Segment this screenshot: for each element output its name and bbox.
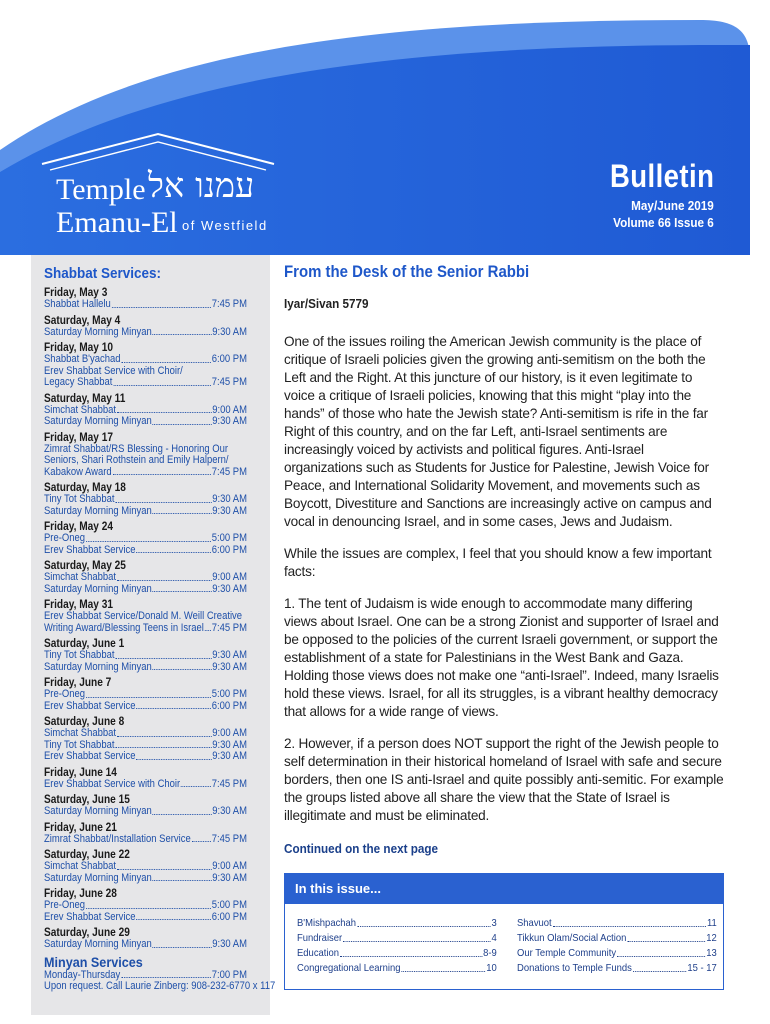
logo-emanu-text: Emanu-El [56,206,178,239]
service-name: Simchat Shabbat [44,860,117,872]
dot-leader [117,728,211,737]
service-name: Monday-Thursday [44,968,121,981]
in-this-issue-box [284,873,724,990]
toc-entry-name: Congregational Learning [297,962,401,974]
logo-westfield-text: of Westfield [182,218,268,233]
dot-leader [136,912,211,921]
service-day-heading: Saturday, May 25 [44,560,126,572]
service-name: Zimrat Shabbat/RS Blessing - Honoring Our [44,442,229,455]
service-time: 9:30 AM [212,493,247,505]
article-subtitle: Iyar/Sivan 5779 [284,296,369,311]
dot-leader [153,873,212,882]
service-time: 9:30 AM [212,649,247,661]
toc-entry-name: Education [297,947,340,959]
service-name: Writing Award/Blessing Teens in Israel [44,621,204,634]
bulletin-title: Bulletin [609,158,714,194]
article-title: From the Desk of the Senior Rabbi [284,262,530,281]
dot-leader [113,377,211,386]
dot-leader [153,506,212,515]
temple-logo [40,128,290,238]
article-paragraph: While the issues are complex, I feel that you should know a few important facts: [284,546,712,579]
dot-leader [117,572,211,581]
toc-page-number: 3 [491,917,497,929]
dot-leader [121,354,211,363]
dot-leader [115,650,211,659]
dot-leader [153,662,212,671]
dot-leader [553,916,707,927]
toc-entry[interactable] [517,946,717,961]
service-entry [44,299,247,311]
toc-entry-name: Our Temple Community [517,947,617,959]
service-name: Erev Shabbat Service with Choir [44,777,181,790]
dot-leader [115,494,211,503]
toc-heading: In this issue... [285,874,723,904]
service-name: Simchat Shabbat [44,571,117,583]
service-name: Saturday Morning Minyan [44,660,152,673]
article-paragraph: 1. The tent of Judaism is wide enough to accommodate many differing views about Israel. One can be a strong Zionist and supporter of Israel and be opposed to the policies of the current Israeli government, or support the establishment of a state for Palestinians in the West Bank and Gaza. Holding those views does not make one “anti-Israel”. Indeed, many Israelis hold these views. Israel, for all its struggles, is a vibrant healthy democracy that allows for a wide range of views. [284,596,719,719]
service-time: 7:45 PM [211,621,247,634]
toc-page-number: 8-9 [483,947,497,959]
service-name: Saturday Morning Minyan [44,805,152,817]
service-name: Erev Shabbat Service/Donald M. Weill Creative [44,610,243,622]
service-entry [44,912,247,924]
toc-right-column [517,916,717,976]
logo-temple-text: Temple [56,173,146,206]
dot-leader [153,806,212,815]
service-name: Saturday Morning Minyan [44,871,152,884]
dot-leader [340,946,482,957]
service-day-heading: Friday, May 10 [44,342,113,354]
dot-leader [633,961,687,972]
service-name: Tiny Tot Shabbat [44,649,115,661]
service-name: Shabbat Hallelu [44,298,111,310]
rabbi-article [284,262,724,856]
toc-page-number: 13 [706,947,717,959]
issue-date: May/June 2019 [631,198,714,213]
dot-leader [153,939,212,948]
service-entry [44,416,247,428]
minyan-note: Upon request. Call Laurie Zinberg: 908-232-6770 x 117 [44,980,276,992]
service-name: Simchat Shabbat [44,403,117,416]
toc-page-number: 10 [486,962,497,974]
dot-leader [401,961,485,972]
toc-entry-name: Tikkun Olam/Social Action [517,932,627,944]
dot-leader [86,689,211,698]
service-name: Pre-Oneg [44,532,86,544]
service-time: 9:30 AM [212,415,247,427]
dot-leader [617,946,705,957]
service-entry [44,584,247,596]
service-time: 6:00 PM [211,543,247,556]
toc-entry[interactable] [297,961,497,976]
service-entry [44,806,247,818]
service-entry [44,506,247,518]
dot-leader [86,533,211,542]
service-name: Zimrat Shabbat/Installation Service [44,832,191,845]
service-name: Tiny Tot Shabbat [44,493,115,505]
service-name: Saturday Morning Minyan [44,415,152,427]
service-time: 9:00 AM [212,727,247,739]
service-entry [44,939,247,951]
header-banner [0,0,770,265]
toc-entry-name: Fundraiser [297,932,343,944]
service-time: 5:00 PM [211,532,247,544]
dot-leader [136,701,211,710]
dot-leader [205,623,211,632]
service-name: Erev Shabbat Service with Choir/ [44,364,183,377]
service-day-heading: Friday, May 3 [44,287,108,299]
toc-entry[interactable] [297,931,497,946]
dot-leader [136,545,211,554]
service-time: 9:00 AM [212,403,247,416]
service-day-heading: Saturday, May 18 [44,482,126,494]
issue-volume: Volume 66 Issue 6 [613,215,714,230]
service-time: 6:00 PM [211,353,247,365]
service-time: 7:45 PM [211,832,247,845]
service-entry [44,327,247,339]
dot-leader [136,751,211,760]
service-entry [44,545,247,557]
dot-leader [181,779,211,788]
sidebar-heading: Shabbat Services: [44,265,162,282]
services-list [44,287,266,951]
service-day-heading: Friday, June 14 [44,766,117,779]
toc-entry[interactable] [297,946,497,961]
service-name: Pre-Oneg [44,688,86,700]
service-time: 7:45 PM [211,376,247,388]
service-time: 9:30 AM [212,805,247,817]
service-day-heading: Saturday, June 22 [44,849,130,861]
dot-leader [153,327,212,336]
service-entry [44,377,247,389]
toc-page-number: 12 [706,932,717,944]
service-day-heading: Friday, May 31 [44,599,113,611]
continued-link[interactable]: Continued on the next page [284,841,439,856]
service-name: Saturday Morning Minyan [44,325,152,338]
service-day-heading: Saturday, June 15 [44,794,130,806]
service-day-heading: Saturday, May 4 [44,314,121,327]
article-paragraph: One of the issues roiling the American Jewish community is the place of critique of Israeli policies given the growing anti-semitism on the both the Left and the Right. At this juncture of our history, is it even legitimate to voice a critique of Israeli policies, knowing that this might “play into the hands” of those who hate the Jewish state? Anti-semitism is rife in the far Right of this country, and on the far Left, anti-Israel sentiments are increasingly voiced by activists and political figures. Anti-Israel organizations such as Students for Justice for Palestine, Jewish Voice for Peace, and International Solidarity Movement, and movements such as Boycott, Divestiture and Sanctions are increasingly active on campus and vocal in denouncing Israel, and in some cases, Jews and Judaism. [284,334,712,529]
service-time: 9:30 AM [212,938,247,950]
service-day-heading: Friday, June 7 [44,677,112,689]
toc-entry-name: B'Mishpachah [297,917,357,929]
service-time: 9:30 AM [212,582,247,595]
toc-page-number: 11 [706,917,717,929]
service-time: 9:30 AM [212,504,247,517]
service-time: 7:00 PM [211,968,247,981]
service-time: 7:45 PM [211,298,247,310]
dot-leader [117,405,211,414]
service-time: 9:30 AM [212,738,247,751]
dot-leader [121,970,211,979]
service-time: 5:00 PM [211,899,247,911]
service-time: 9:30 AM [212,871,247,884]
article-paragraph: 2. However, if a person does NOT support the right of the Jewish people to self determination in their historical homeland of Israel with safe and secure borders, then one IS anti-Israel and quite possibly anti-semitic. For example the groups listed above all share the view that the State of Israel is illegitimate and must be eliminated. [284,736,724,823]
service-name: Saturday Morning Minyan [44,504,152,517]
service-name: Legacy Shabbat [44,376,113,388]
dot-leader [112,299,211,308]
toc-entry[interactable] [517,916,717,931]
dot-leader [115,740,211,749]
service-name: Pre-Oneg [44,899,86,911]
dot-leader [343,931,491,942]
service-name: Shabbat B'yachad [44,353,121,365]
dot-leader [153,584,212,593]
dot-leader [86,900,211,909]
service-day-heading: Saturday, June 29 [44,927,130,939]
service-entry [44,751,247,763]
service-day-heading: Saturday, June 1 [44,638,125,650]
service-time: 6:00 PM [211,699,247,712]
service-entry [44,662,247,674]
dot-leader [357,916,491,927]
minyan-heading: Minyan Services [44,953,143,970]
service-name: Erev Shabbat Service [44,750,136,762]
service-entry [44,834,247,846]
dot-leader [153,416,212,425]
service-time: 9:30 AM [212,325,247,338]
service-day-heading: Saturday, June 8 [44,716,125,728]
dot-leader [113,467,211,476]
service-day-heading: Friday, June 28 [44,888,117,900]
service-entry [44,467,247,479]
service-name: Saturday Morning Minyan [44,582,152,595]
dot-leader [117,861,211,870]
service-time: 6:00 PM [211,910,247,923]
service-name: Erev Shabbat Service [44,699,136,712]
toc-page-number: 4 [491,932,497,944]
toc-left-column [297,916,497,976]
service-day-heading: Friday, May 24 [44,521,113,533]
service-day-heading: Friday, May 17 [44,431,113,444]
service-time: 7:45 PM [211,777,247,790]
service-entry [44,623,247,635]
toc-page-number: 15 - 17 [687,962,717,974]
logo-hebrew-text: עמנו אל [148,166,255,206]
service-name: Erev Shabbat Service [44,543,136,556]
service-time: 9:30 AM [212,660,247,673]
service-time: 5:00 PM [211,688,247,700]
shabbat-services-sidebar [31,255,276,1015]
service-name: Kabakow Award [44,465,112,478]
dot-leader [192,834,211,843]
service-time: 9:00 AM [212,571,247,583]
toc-entry[interactable] [517,961,717,976]
dot-leader [627,931,705,942]
toc-entry[interactable] [517,931,717,946]
toc-entry[interactable] [297,916,497,931]
service-name: Seniors, Shari Rothstein and Emily Halpern/ [44,454,229,466]
service-day-heading: Saturday, May 11 [44,392,126,405]
service-time: 9:00 AM [212,860,247,872]
service-entry [44,701,247,713]
service-name: Saturday Morning Minyan [44,938,152,950]
service-entry [44,873,247,885]
service-time: 9:30 AM [212,750,247,762]
service-name: Simchat Shabbat [44,727,117,739]
service-entry [44,779,247,791]
service-day-heading: Friday, June 21 [44,821,117,834]
service-name: Tiny Tot Shabbat [44,738,115,751]
service-time: 7:45 PM [211,465,247,478]
service-name: Erev Shabbat Service [44,910,136,923]
toc-entry-name: Shavuot [517,917,552,929]
toc-entry-name: Donations to Temple Funds [517,962,632,974]
